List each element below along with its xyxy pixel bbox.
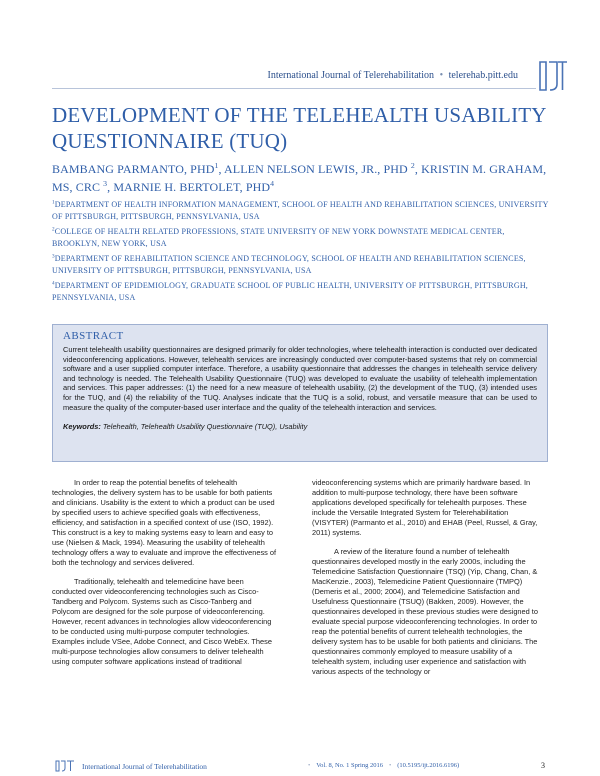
- ijt-logo-icon: [536, 58, 570, 94]
- affiliation-3-text: DEPARTMENT OF REHABILITATION SCIENCE AND TECHNOLOGY, SCHOOL OF HEALTH AND REHABILITATION SCIENCES, UNIVERSITY OF PITTSBURGH, PITTSBURGH, PENNSYLVANIA, USA: [52, 254, 526, 275]
- running-header: [268, 70, 519, 81]
- header-separator: •: [439, 70, 444, 81]
- affiliation-3-num: 3: [52, 253, 55, 260]
- header-divider: [52, 88, 536, 89]
- page-number: 3: [541, 761, 545, 770]
- body-paragraph: A review of the literature found a number of telehealth questionnaires developed mostly in the early 2000s, including the Telemedicine Satisfaction Questionnaire (TSQ) (Yip, Chang, Chan, & MacKenzie., 2003), Telemedicine Patient Questionnaire (TMPQ) (Demeris et al., 2000; 2004), and Telemedicine Satisfaction and Usefulness Questionnaire (TSUQ) (Bakken, 2009). However, the questionnaires developed in these previous studies were designed to evaluate special purpose videoconferencing technologies. In order to reap the potential benefits of current telehealth technologies, the delivery system has to be usable for both patients and clinicians. The questionnaires commonly employed to measure usability of a telehealth system, including user experience and satisfaction with various aspects of the technology or: [312, 547, 538, 676]
- author-2-affil: 2: [410, 161, 415, 170]
- ijt-logo-small-icon: [54, 759, 76, 773]
- affiliation-4: [52, 280, 552, 304]
- affiliation-4-text: DEPARTMENT OF EPIDEMIOLOGY, GRADUATE SCHOOL OF PUBLIC HEALTH, UNIVERSITY OF PITTSBURGH, PITTSBURGH, PENNSYLVANIA, USA: [52, 281, 529, 302]
- affiliation-2: [52, 226, 552, 250]
- header-journal-name: International Journal of Telerehabilitation: [267, 70, 435, 81]
- abstract-text: Current telehealth usability questionnaires are designed primarily for older technologies, where telehealth interaction is conducted over dedicated videoconferencing applications. However, telehealth services are increasingly conducted over computer-based systems that rely on commercial software and a user supplied computer interface. Therefore, a usability questionnaire that addresses the changes in telehealth service delivery and technology is needed. The Telehealth Usability Questionnaire (TUQ) was developed to evaluate the usability of telehealth implementation and services. This paper addresses: (1) the need for a new measure of telehealth usability, (2) the development of the TUQ, (3) intended uses for the TUQ, and (4) the reliability of the TUQ. Analyses indicate that the TUQ is a solid, robust, and versatile measure that can be used to measure the quality of the computer-based user interface and the quality of the telehealth interaction and services.: [63, 345, 537, 412]
- keywords-label: Keywords:: [63, 422, 101, 432]
- affiliation-2-text: COLLEGE OF HEALTH RELATED PROFESSIONS, STATE UNIVERSITY OF NEW YORK DOWNSTATE MEDICAL CENTER, BROOKLYN, NEW YORK, USA: [52, 227, 505, 248]
- author-3-affil: 3: [103, 179, 108, 188]
- body-paragraph: videoconferencing systems which are primarily hardware based. In addition to multi-purpose technology, there have been software applications developed specifically for telehealth purposes. These include the Versatile Integrated System for Telerehabilitation (VISYTER) (Parmanto et al., 2010) and EHAB (Peel, Russel, & Gray, 2011) systems.: [312, 478, 538, 537]
- footer-journal-name: International Journal of Telerehabilitation: [82, 762, 207, 771]
- abstract-box: [52, 324, 548, 462]
- header-site-link[interactable]: telerehab.pitt.edu: [448, 70, 518, 81]
- footer-separator: •: [308, 762, 311, 769]
- body-paragraph: Traditionally, telehealth and telemedicine have been conducted over videoconferencing technologies such as Cisco-Tandberg and Polycom. Systems such as Cisco-Tanberg and Polycom are designed for the sole purpose of videoconferencing. However, recent advances in technologies allow videoconferencing to be conducted using multi-purpose computer technologies. Examples include VSee, Adobe Connect, and Cisco WebEx. These multi-purpose technologies allow consumers to deliver telehealth using computer software applications instead of traditional: [52, 577, 272, 666]
- abstract-heading: ABSTRACT: [63, 330, 124, 342]
- footer-citation: [302, 762, 459, 769]
- author-4-affil: 4: [270, 179, 275, 188]
- keywords: [63, 422, 537, 432]
- affiliation-3: [52, 253, 552, 277]
- affiliation-1-num: 1: [52, 199, 55, 206]
- author-1-affil: 1: [214, 161, 219, 170]
- body-column-right: [312, 478, 538, 686]
- footer-doi[interactable]: (10.5195/ijt.2016.6196): [397, 762, 460, 769]
- author-3: , KRISTIN M. GRAHAM, MS, CRC: [52, 162, 547, 194]
- affiliation-1-text: DEPARTMENT OF HEALTH INFORMATION MANAGEMENT, SCHOOL OF HEALTH AND REHABILITATION SCIENCES, UNIVERSITY OF PITTSBURGH, PITTSBURGH, PENNSYLVANIA, USA: [52, 200, 549, 221]
- affiliation-1: [52, 199, 552, 223]
- body-column-left: [52, 478, 278, 676]
- article-title: DEVELOPMENT OF THE TELEHEALTH USABILITY QUESTIONNAIRE (TUQ): [52, 103, 546, 153]
- author-2: , ALLEN NELSON LEWIS, JR., PHD: [218, 162, 411, 176]
- keywords-list: Telehealth, Telehealth Usability Questionnaire (TUQ), Usability: [100, 422, 308, 432]
- author-list: [52, 160, 552, 196]
- author-1: BAMBANG PARMANTO, PHD: [52, 162, 215, 176]
- footer-volume: Vol. 8, No. 1 Spring 2016: [316, 762, 383, 769]
- author-4: , MARNIE H. BERTOLET, PHD: [107, 180, 271, 194]
- affiliation-4-num: 4: [52, 280, 55, 287]
- footer-separator: •: [388, 762, 392, 769]
- body-paragraph: In order to reap the potential benefits of telehealth technologies, the delivery system has to be usable for both patients and clinicians. Usability is the extent to which a product can be used by specified users to achieve specified goals with effectiveness, efficiency, and satisfaction in a specified context of use (ISO, 1992). This construct is a key to making systems easy to learn and easy to use (Nielsen & Mack, 1994). Measuring the usability of telehealth technology offers a way to evaluate and improve the effectiveness of both the technology and services delivered.: [52, 478, 277, 567]
- affiliation-2-num: 2: [52, 226, 55, 233]
